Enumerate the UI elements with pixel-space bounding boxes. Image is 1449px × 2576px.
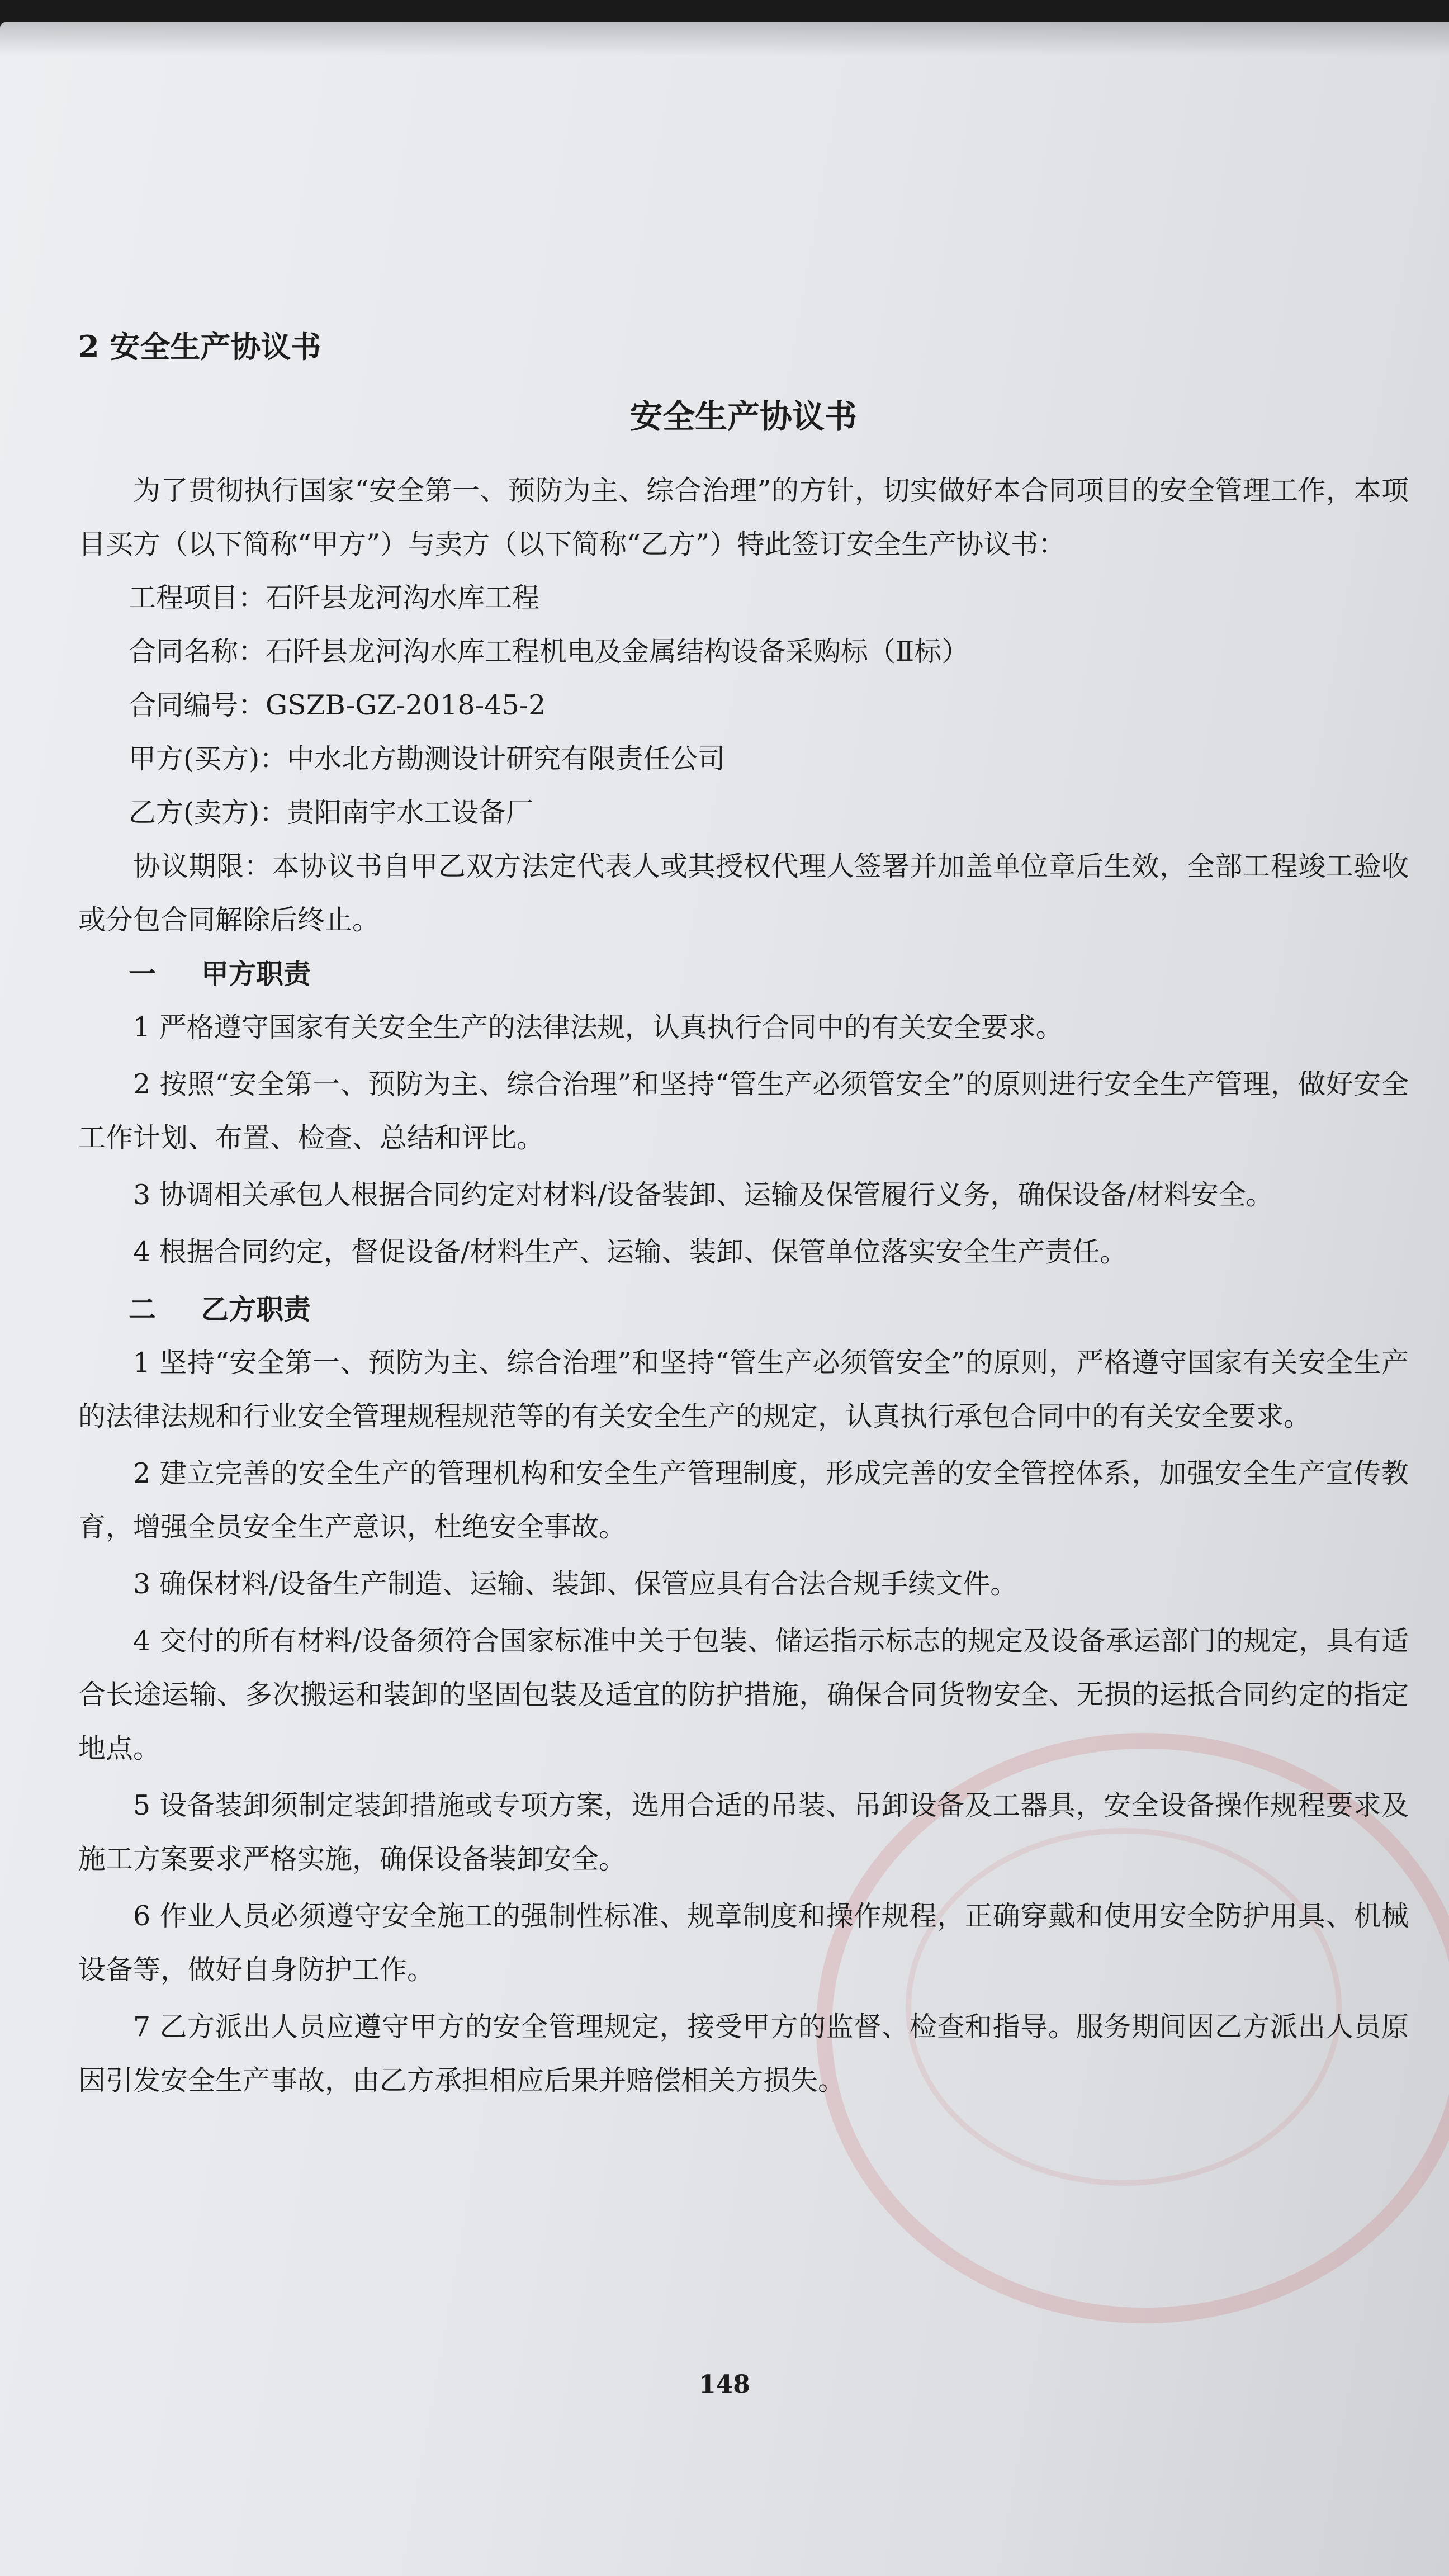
agreement-term: 协议期限：本协议书自甲乙双方法定代表人或其授权代理人签署并加盖单位章后生效，全部工程竣工验收或分包合同解除后终止。 [78, 850, 1409, 936]
doc-title: 安全生产协议书 [629, 397, 857, 435]
section-title: 2 安全生产协议书 [78, 329, 321, 364]
party-b-heading-title: 乙方职责 [201, 1293, 311, 1325]
field-contract-number: 合同编号：GSZB-GZ-2018-45-2 [129, 689, 546, 721]
party-a-heading [78, 947, 1409, 1001]
party-b-item: 2 建立完善的安全生产的管理机构和安全生产管理制度，形成完善的安全管控体系，加强安全生产宣传教育，增强全员安全生产意识，杜绝安全事故。 [78, 1457, 1409, 1543]
party-b-item: 7 乙方派出人员应遵守甲方的安全管理规定，接受甲方的监督、检查和指导。服务期间因乙方派出人员原因引发安全生产事故，由乙方承担相应后果并赔偿相关方损失。 [78, 2011, 1409, 2096]
party-b-item: 1 坚持“安全第一、预防为主、综合治理”和坚持“管生产必须管安全”的原则，严格遵守国家有关安全生产的法律法规和行业安全管理规程规范等的有关安全生产的规定，认真执行承包合同中的有关安全要求。 [78, 1347, 1409, 1432]
party-a-item: 1 严格遵守国家有关安全生产的法律法规，认真执行合同中的有关安全要求。 [133, 1011, 1063, 1043]
field-project: 工程项目：石阡县龙河沟水库工程 [129, 582, 540, 614]
party-a-item: 4 根据合同约定，督促设备/材料生产、运输、装卸、保管单位落实安全生产责任。 [133, 1236, 1128, 1268]
party-b-item: 3 确保材料/设备生产制造、运输、装卸、保管应具有合法合规手续文件。 [133, 1568, 1018, 1600]
field-party-b: 乙方(卖方)：贵阳南宇水工设备厂 [129, 797, 534, 828]
page-number: 148 [699, 2370, 750, 2399]
party-b-heading [78, 1282, 1409, 1336]
party-b-heading-num: 二 [129, 1293, 157, 1325]
party-b-item: 4 交付的所有材料/设备须符合国家标准中关于包装、储运指示标志的规定及设备承运部门的规定，具有适合长途运输、多次搬运和装卸的坚固包装及适宜的防护措施，确保合同货物安全、无损的运抵合同约定的指定地点。 [78, 1625, 1409, 1764]
party-a-heading-num: 一 [129, 958, 157, 990]
intro-paragraph: 为了贯彻执行国家“安全第一、预防为主、综合治理”的方针，切实做好本合同项目的安全管理工作，本项目买方（以下简称“甲方”）与卖方（以下简称“乙方”）特此签订安全生产协议书： [78, 475, 1409, 560]
party-b-item: 6 作业人员必须遵守安全施工的强制性标准、规章制度和操作规程，正确穿戴和使用安全防护用具、机械设备等，做好自身防护工作。 [78, 1900, 1409, 1986]
party-a-item: 3 协调相关承包人根据合同约定对材料/设备装卸、运输及保管履行义务，确保设备/材料安全。 [133, 1179, 1273, 1211]
document-page [0, 22, 1449, 2576]
document-body [78, 319, 1409, 2111]
party-b-item: 5 设备装卸须制定装卸措施或专项方案，选用合适的吊装、吊卸设备及工器具，安全设备操作规程要求及施工方案要求严格实施，确保设备装卸安全。 [78, 1789, 1409, 1875]
party-a-heading-title: 甲方职责 [201, 958, 311, 990]
field-party-a: 甲方(买方)：中水北方勘测设计研究有限责任公司 [129, 743, 726, 775]
party-a-item: 2 按照“安全第一、预防为主、综合治理”和坚持“管生产必须管安全”的原则进行安全生产管理，做好安全工作计划、布置、检查、总结和评比。 [78, 1068, 1409, 1154]
field-contract-name: 合同名称：石阡县龙河沟水库工程机电及金属结构设备采购标（Ⅱ标） [129, 636, 969, 667]
